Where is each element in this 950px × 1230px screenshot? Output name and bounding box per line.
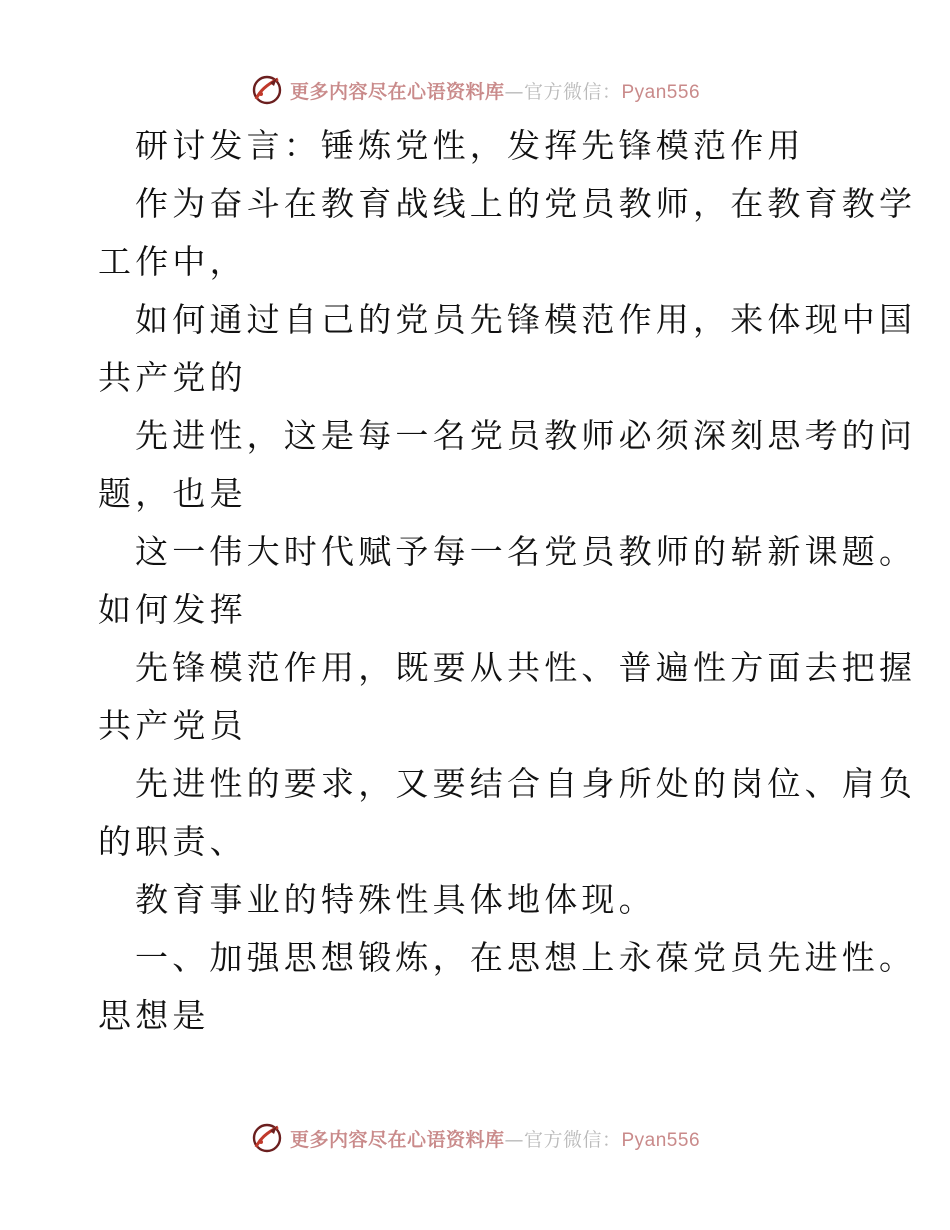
text-line: 先进性，这是每一名党员教师必须深刻思考的问 <box>135 416 917 455</box>
text-line: 工作中， <box>98 242 247 281</box>
pen-logo-icon <box>250 73 284 107</box>
footer-separator: — <box>504 1128 524 1151</box>
text-line: 一、加强思想锻炼，在思想上永葆党员先进性。 <box>135 938 917 977</box>
header-separator: — <box>504 80 524 103</box>
text-line: 作为奋斗在教育战线上的党员教师，在教育教学 <box>135 184 917 223</box>
pen-logo-icon <box>250 1121 284 1155</box>
footer-wechat-handle: Pyan556 <box>621 1129 701 1151</box>
text-line: 题，也是 <box>98 474 247 513</box>
text-line: 共产党员 <box>98 706 247 745</box>
document-body <box>98 117 917 1045</box>
text-line: 这一伟大时代赋予每一名党员教师的崭新课题。 <box>135 532 917 571</box>
text-line: 教育事业的特殊性具体地体现。 <box>135 880 656 919</box>
footer-wechat-label: 官方微信： <box>523 1128 622 1151</box>
footer-banner <box>0 1118 950 1158</box>
text-line: 研讨发言：锤炼党性，发挥先锋模范作用 <box>135 126 805 165</box>
text-line: 先锋模范作用，既要从共性、普遍性方面去把握 <box>135 648 917 687</box>
header-slogan: 更多内容尽在心语资料库 <box>289 80 505 103</box>
header-banner <box>0 70 950 110</box>
header-wechat-handle: Pyan556 <box>621 81 701 103</box>
text-line: 思想是 <box>98 996 210 1035</box>
text-line: 如何发挥 <box>98 590 247 629</box>
header-wechat-label: 官方微信： <box>523 80 622 103</box>
footer-text <box>290 1125 700 1152</box>
text-line: 如何通过自己的党员先锋模范作用，来体现中国 <box>135 300 917 339</box>
header-text <box>290 77 700 104</box>
text-line: 共产党的 <box>98 358 247 397</box>
text-line: 的职责、 <box>98 822 247 861</box>
text-line: 先进性的要求，又要结合自身所处的岗位、肩负 <box>135 764 917 803</box>
footer-slogan: 更多内容尽在心语资料库 <box>289 1128 505 1151</box>
